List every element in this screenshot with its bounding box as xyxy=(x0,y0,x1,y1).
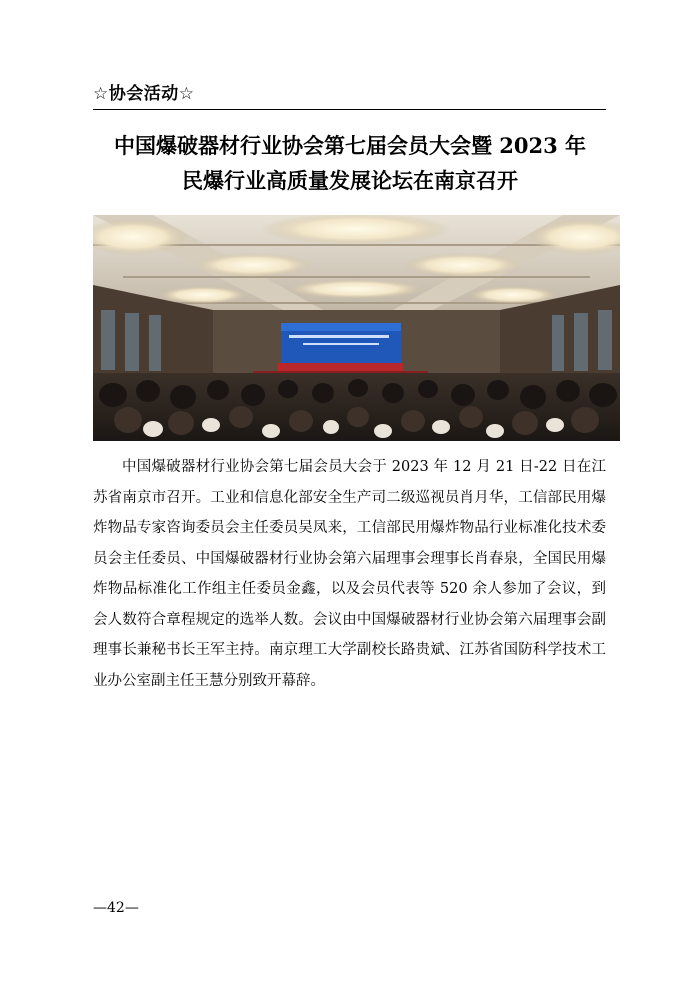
conference-photo xyxy=(93,215,620,441)
title-line-2: 民爆行业高质量发展论坛在南京召开 xyxy=(182,168,518,193)
page-number: —42— xyxy=(93,900,139,916)
article-body xyxy=(93,452,606,696)
title-line-1: 中国爆破器材行业协会第七届会员大会暨 2023 年 xyxy=(113,133,587,158)
article-title xyxy=(80,128,620,198)
header-divider xyxy=(93,109,606,110)
article-paragraph: 中国爆破器材行业协会第七届会员大会于 2023 年 12 月 21 日-22 日在江苏省南京市召开。工业和信息化部安全生产司二级巡视员肖月华，工信部民用爆炸物品专家咨询委员会主任委员吴凤来，工信部民用爆炸物品行业标准化技术委员会主任委员、中国爆破器材行业协会第六届理事会理事长肖春泉，全国民用爆炸物品标准化工作组主任委员金鑫，以及会员代表等 520 余人参加了会议，到会人数符合章程规定的选举人数。会议由中国爆破器材行业协会第六届理事会副理事长兼秘书长王军主持。南京理工大学副校长路贵斌、江苏省国防科学技术工业办公室副主任王慧分别致开幕辞。 xyxy=(93,459,606,689)
section-label: ☆协会活动☆ xyxy=(93,84,195,104)
